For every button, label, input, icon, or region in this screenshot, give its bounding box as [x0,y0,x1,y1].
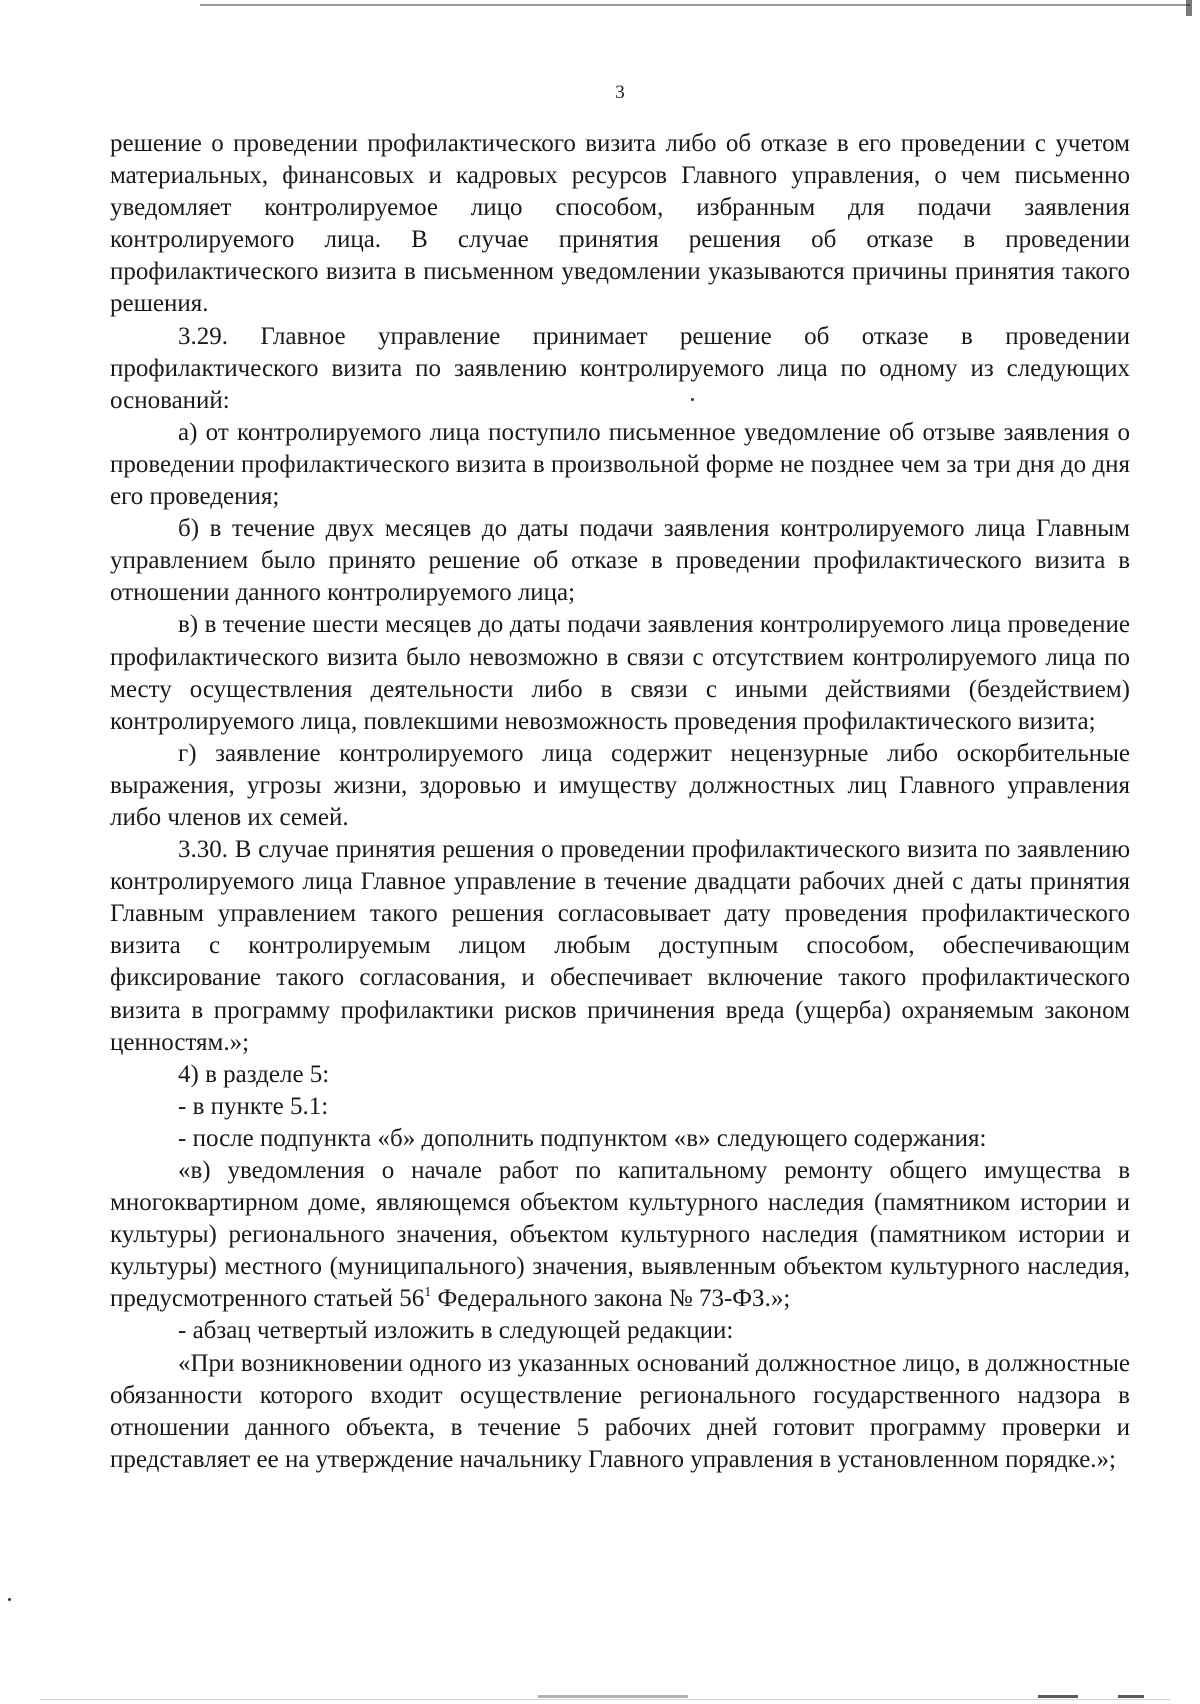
clause-3-29: 3.29. Главное управление принимает решение об отказе в проведении профилактического визита по заявлению контролируемого лица по одному из следующих оснований: [110,322,1130,414]
scan-edge-bottom [40,1699,1170,1700]
scan-edge-top [200,4,1190,6]
clause-item-b: б) в течение двух месяцев до даты подачи заявления контролируемого лица Главным управлением было принято решение об отказе в проведении профилактического визита в отношении данного контролируемого лица; [110,515,1130,607]
scan-edge-mark [538,1695,688,1698]
paragraph-continuation: решение о проведении профилактического визита либо об отказе в его проведении с учетом материальных, финансовых и кадровых ресурсов Главного управления, о чем письменно уведомляет контролируемое лицо способом, избранным для подачи заявления контролируемого лица. В случае принятия решения об отказе в проведении профилактического визита в письменном уведомлении указываются причины принятия такого решения. [110,130,1130,318]
amendment-paragraph-4: - абзац четвертый изложить в следующей редакции: [178,1317,734,1345]
clause-3-30: 3.30. В случае принятия решения о проведении профилактического визита по заявлению контролируемого лица Главное управление в течение двадцати рабочих дней с даты принятия Главным управлением такого решения согласовывает дату проведения профилактического визита с контролируемым лицом любым доступным способом, обеспечивающим фиксирование такого согласования, и обеспечивает включение такого профилактического визита в программу профилактики рисков причинения вреда (ущерба) охраняемым законом ценностям.»; [110,836,1130,1056]
scan-speck [8,1598,11,1601]
scan-edge-mark [1118,1695,1144,1698]
scan-speck [691,398,694,401]
amendment-section-5: 4) в разделе 5: [178,1060,330,1088]
scan-edge-corner [1186,0,1192,16]
clause-item-a: а) от контролируемого лица поступило письменное уведомление об отзыве заявления о проведении профилактического визита в произвольной форме не позднее чем за три дня до дня его проведения; [110,418,1130,511]
amendment-subpoint-v [110,1155,1130,1315]
document-body [110,128,1130,1476]
amendment-instruction: - после подпункта «б» дополнить подпунктом «в» следующего содержания: [178,1124,987,1152]
clause-item-g: г) заявление контролируемого лица содержит нецензурные либо оскорбительные выражения, угрозы жизни, здоровью и имуществу должностных лиц Главного управления либо членов их семей. [110,739,1130,831]
subpoint-v-end: Федерального закона № 73-ФЗ.»; [431,1285,791,1313]
subpoint-v-text: «в) уведомления о начале работ по капитальному ремонту общего имущества в многоквартирном доме, являющемся объектом культурного наследия (памятником истории и культуры) регионального значения, объектом культурного наследия (памятником истории и культуры) местного (муниципального) значения, выявленным объектом культурного наследия, предусмотренного статьей 56 [110,1157,1130,1313]
clause-item-v: в) в течение шести месяцев до даты подачи заявления контролируемого лица проведение профилактического визита было невозможно в связи с отсутствием контролируемого лица по месту осуществления деятельности либо в связи с иными действиями (бездействием) контролируемого лица, повлекшими невозможность проведения профилактического визита; [110,611,1130,735]
superscript-footnote: 1 [424,1285,432,1301]
page-number: 3 [615,82,625,103]
amendment-new-text: «При возникновении одного из указанных оснований должностное лицо, в должностные обязанности которого входит осуществление регионального государственного надзора в отношении данного объекта, в течение 5 рабочих дней готовит программу проверки и представляет ее на утверждение начальнику Главного управления в установленном порядке.»; [110,1349,1130,1473]
amendment-point-5-1: - в пункте 5.1: [178,1092,329,1120]
scan-edge-mark [1038,1695,1078,1698]
